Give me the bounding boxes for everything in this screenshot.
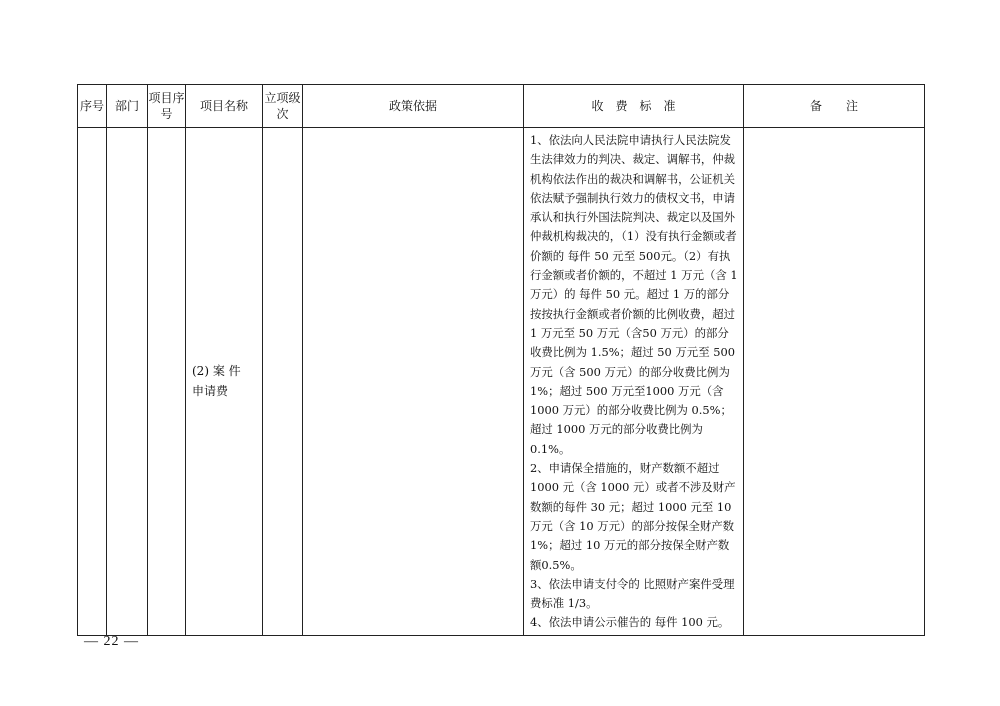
header-approval-level: 立项级次: [263, 85, 303, 128]
fee-paragraph-2: 2、申请保全措施的，财产数额不超过1000 元（含 1000 元）或者不涉及财产数额的每件 30 元；超过 1000 元至 10 万元（含 10 万元）的部分按保全财产数 1%；超过 10 万元的部分按保全财产数额0.5%。: [530, 461, 736, 572]
cell-item-seq: [148, 128, 186, 636]
header-fee-standard: 收 费 标 准: [524, 85, 744, 128]
table-row: [78, 128, 925, 636]
cell-item-name: (2) 案 件 申请费: [186, 128, 263, 636]
header-item-name: 项目名称: [186, 85, 263, 128]
cell-dept: [107, 128, 148, 636]
fee-paragraph-4: 4、依法申请公示催告的 每件 100 元。: [530, 615, 730, 630]
cell-policy-basis: [303, 128, 524, 636]
header-policy-basis: 政策依据: [303, 85, 524, 128]
header-dept: 部门: [107, 85, 148, 128]
header-seq: 序号: [78, 85, 107, 128]
page-number: — 22 —: [84, 634, 139, 649]
cell-fee-standard: [524, 128, 744, 636]
cell-seq: [78, 128, 107, 636]
fee-table: [77, 84, 925, 636]
header-remarks: 备 注: [744, 85, 925, 128]
table-header-row: [78, 85, 925, 128]
cell-approval-level: [263, 128, 303, 636]
fee-paragraph-1: 1、依法向人民法院申请执行人民法院发生法律效力的判决、裁定、调解书，仲裁机构依法作出的裁决和调解书，公证机关依法赋予强制执行效力的债权文书，申请承认和执行外国法院判决、裁定以及国外仲裁机构裁决的，（1）没有执行金额或者价额的 每件 50 元至 500元。（2）有执行金额或者价额的，不超过 1 万元（含 1 万元）的 每件 50 元。超过 1 万的部分按按执行金额或者价额的比例收费，超过 1 万元至 50 万元（含50 万元）的部分收费比例为 1.5%；超过 50 万元至 500 万元（含 500 万元）的部分收费比例为 1%；超过 500 万元至1000 万元（含 1000 万元）的部分收费比例为 0.5%；超过 1000 万元的部分收费比例为 0.1%。: [530, 133, 738, 456]
fee-paragraph-3: 3、依法申请支付令的 比照财产案件受理费标准 1/3。: [530, 576, 735, 611]
header-item-seq: 项目序号: [148, 85, 186, 128]
cell-remarks: [744, 128, 925, 636]
